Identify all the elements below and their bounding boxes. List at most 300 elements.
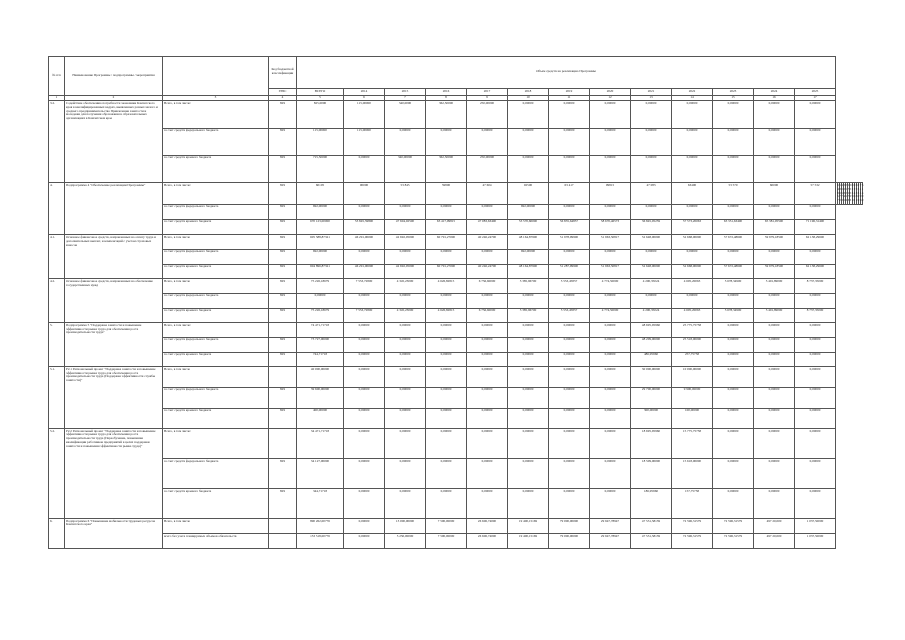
amount-cell: 71 196,31400: [795, 219, 836, 234]
amount-cell: 0,00000: [426, 367, 467, 388]
amount-cell: 71 196: [859, 182, 862, 203]
amount-cell: 115,00000: [344, 128, 385, 155]
grbs-code: [269, 323, 297, 338]
amount-cell: 75 226,18679: [297, 308, 344, 323]
funding-source: за счет средств федерального бюджета: [163, 387, 269, 408]
header-year: 2023: [713, 88, 754, 95]
amount-cell: 0,00000: [631, 204, 672, 219]
column-number: 12: [590, 95, 631, 101]
amount-cell: 47 083,63400: [467, 219, 508, 234]
amount-cell: 40 246,24700: [467, 235, 508, 250]
amount-cell: 60105: [297, 183, 344, 204]
amount-cell: 0,00000: [590, 204, 631, 219]
column-number: 5: [297, 95, 344, 101]
amount-cell: 57 532: [795, 183, 836, 204]
row-number: 5.1.: [49, 367, 65, 429]
amount-cell: 362,50000: [426, 156, 467, 183]
amount-cell: 0,00000: [713, 367, 754, 388]
amount-cell: 340,00000: [385, 156, 426, 183]
amount-cell: 29 947,78947: [590, 519, 631, 534]
amount-cell: 250,00000: [467, 101, 508, 128]
amount-cell: 0,00000: [754, 459, 795, 489]
column-number: 2: [65, 95, 163, 101]
amount-cell: 605 588,87321: [297, 235, 344, 250]
amount-cell: 60000: [754, 183, 795, 204]
table-row: [49, 519, 863, 534]
funding-source: за счет средств федерального бюджета: [163, 249, 269, 264]
amount-cell: 0,00000: [754, 352, 795, 367]
amount-cell: 4 774,50000: [590, 279, 631, 294]
header-year: 2016: [426, 88, 467, 95]
amount-cell: 0,00000: [672, 293, 713, 308]
amount-cell: 0,00000: [672, 249, 713, 264]
grbs-code: [269, 367, 297, 388]
amount-cell: 0,00000: [713, 408, 754, 429]
column-number: 4: [269, 95, 297, 101]
amount-cell: 0,00000: [344, 489, 385, 519]
amount-cell: 0,00000: [590, 101, 631, 128]
amount-cell: 0,00000: [549, 128, 590, 155]
amount-cell: 0,00000: [795, 352, 836, 367]
amount-cell: 7 500,00000: [426, 534, 467, 549]
amount-cell: 0,00000: [754, 323, 795, 338]
table-row: [49, 459, 863, 489]
table-row: [49, 235, 863, 250]
amount-cell: 36 845,05259: [631, 219, 672, 234]
budget-sheet: [48, 56, 863, 549]
amount-cell: 18 509,00000: [631, 459, 672, 489]
table-row: [49, 183, 863, 204]
amount-cell: 0,00000: [795, 101, 836, 128]
amount-cell: 57 672,48600: [713, 264, 754, 279]
amount-cell: 0,00000: [549, 156, 590, 183]
row-number: 6.: [49, 519, 65, 549]
amount-cell: 0,00000: [549, 101, 590, 128]
amount-cell: 39 600,00000: [297, 387, 344, 408]
amount-cell: 0,00000: [713, 293, 754, 308]
amount-cell: 0,00000: [467, 293, 508, 308]
amount-cell: 115,00000: [297, 128, 344, 155]
amount-cell: 0,00000: [426, 387, 467, 408]
header-code: Код бюджетной классификации: [269, 57, 297, 89]
amount-cell: 48 209,00000: [631, 337, 672, 352]
grbs-code: 829: [269, 101, 297, 128]
amount-cell: 0,00000: [426, 128, 467, 155]
amount-cell: 0,00000: [590, 459, 631, 489]
amount-cell: 0,00000: [467, 204, 508, 219]
amount-cell: 0,00000: [385, 323, 426, 338]
amount-cell: 4 345,23000: [385, 308, 426, 323]
funding-source: Всего, в том числе:: [163, 429, 269, 459]
column-number: 16: [754, 95, 795, 101]
table-row: [49, 337, 863, 352]
amount-cell: 0,00000: [672, 156, 713, 183]
grbs-code: 829: [269, 308, 297, 323]
amount-cell: 0,00000: [467, 387, 508, 408]
amount-cell: 0,00000: [344, 249, 385, 264]
grbs-code: 829: [269, 128, 297, 155]
row-number: 5.2.: [49, 429, 65, 519]
amount-cell: 0,00000: [754, 101, 795, 128]
amount-cell: 0,00000: [508, 367, 549, 388]
amount-cell: 62 138,29600: [795, 264, 836, 279]
funding-source: за счет средств федерального бюджета: [163, 459, 269, 489]
row-name: Р2.2 Региональный проект "Поддержка занятости и повышение эффективности рынка труда для обеспечения роста производительности труда (Переобучение, повышение квалификации работников предприятий в целях поддержки занятости и повышения эффективности рынка труда)": [65, 429, 163, 519]
amount-cell: 0,00000: [590, 387, 631, 408]
amount-cell: 57 573,20063: [672, 219, 713, 234]
amount-cell: 0,00000: [754, 128, 795, 155]
amount-cell: 0,00000: [467, 128, 508, 155]
budget-table: [48, 56, 863, 549]
amount-cell: 5 553,45857: [549, 279, 590, 294]
amount-cell: 0,00000: [590, 408, 631, 429]
amount-cell: 0,00000: [385, 204, 426, 219]
amount-cell: 47 083: [631, 183, 672, 204]
amount-cell: 0,00000: [467, 337, 508, 352]
grbs-code: 829: [269, 293, 297, 308]
amount-cell: 0,00000: [549, 387, 590, 408]
table-row: [49, 279, 863, 294]
table-row: [49, 219, 863, 234]
amount-cell: 0,00000: [344, 534, 385, 549]
amount-cell: 0,00000: [713, 352, 754, 367]
column-number: 1: [49, 95, 65, 101]
amount-cell: 36 845: [843, 182, 845, 203]
grbs-code: 829: [269, 183, 297, 204]
amount-cell: 0,00000: [795, 387, 836, 408]
amount-cell: 63 351,63400: [713, 219, 754, 234]
amount-cell: 34 471,71718: [297, 429, 344, 459]
amount-cell: 02500: [508, 183, 549, 204]
amount-cell: 47 531,58139: [631, 519, 672, 534]
amount-cell: 0,00000: [795, 293, 836, 308]
amount-cell: 0,00000: [631, 101, 672, 128]
amount-cell: 4 200,35024: [631, 308, 672, 323]
amount-cell: 65 381: [855, 182, 858, 203]
amount-cell: 0,00000: [467, 408, 508, 429]
column-number: 14: [672, 95, 713, 101]
amount-cell: 186,95960: [631, 489, 672, 519]
amount-cell: 63400: [672, 183, 713, 204]
amount-cell: 8 737,35000: [795, 308, 836, 323]
row-number: 4.2.: [49, 279, 65, 323]
amount-cell: 0,00000: [713, 429, 754, 459]
amount-cell: 0,00000: [795, 408, 836, 429]
amount-cell: 51 287,99900: [549, 264, 590, 279]
amount-cell: 6 756,60000: [467, 308, 508, 323]
amount-cell: 57 672,48600: [713, 235, 754, 250]
column-number: 8: [426, 95, 467, 101]
amount-cell: 0,00000: [508, 429, 549, 459]
amount-cell: 0,00000: [385, 408, 426, 429]
funding-source: Всего, в том числе:: [163, 323, 269, 338]
funding-source: за счет средств федерального бюджета: [163, 204, 269, 219]
amount-cell: 0,00000: [754, 204, 795, 219]
table-row: [49, 534, 863, 549]
amount-cell: 63 417,09815: [426, 219, 467, 234]
funding-source: за счет средств краевого бюджета: [163, 352, 269, 367]
funding-source: за счет средств краевого бюджета: [163, 308, 269, 323]
amount-cell: 497 20,000: [754, 519, 795, 534]
amount-cell: 497 20,000: [754, 534, 795, 549]
funding-source: за счет средств федерального бюджета: [163, 293, 269, 308]
amount-cell: 257,75758: [672, 352, 713, 367]
header-volume: Объем средств на реализацию Программы: [297, 57, 836, 89]
table-row: [49, 156, 863, 183]
amount-cell: 10 000,00000: [672, 367, 713, 388]
amount-cell: 0,00000: [344, 387, 385, 408]
amount-cell: 51 963,50817: [590, 264, 631, 279]
amount-cell: 30 000,00000: [631, 367, 672, 388]
column-number: 7: [385, 95, 426, 101]
amount-cell: 0,00000: [426, 204, 467, 219]
amount-cell: 05500: [857, 182, 860, 203]
amount-cell: 0,00000: [508, 128, 549, 155]
amount-cell: 0,00000: [713, 101, 754, 128]
amount-cell: 0,00000: [344, 293, 385, 308]
amount-cell: 0,00000: [590, 429, 631, 459]
amount-cell: 42 692,05000: [385, 264, 426, 279]
table-row: [49, 308, 863, 323]
amount-cell: 31400: [861, 182, 864, 203]
amount-cell: 0,00000: [385, 367, 426, 388]
amount-cell: 0,00000: [467, 489, 508, 519]
amount-cell: 0,00000: [795, 429, 836, 459]
amount-cell: 0,00000: [385, 337, 426, 352]
funding-source: за счет средств краевого бюджета: [163, 408, 269, 429]
amount-cell: 5 678,34900: [713, 279, 754, 294]
amount-cell: 0,00000: [549, 352, 590, 367]
amount-cell: 0,00000: [795, 337, 836, 352]
amount-cell: 6 756,60000: [467, 279, 508, 294]
funding-source: Всего, в том числе:: [163, 183, 269, 204]
amount-cell: 46573: [841, 182, 843, 203]
amount-cell: 692,00000: [508, 204, 549, 219]
amount-cell: 604 896,87321: [297, 264, 344, 279]
amount-cell: 0,00000: [713, 337, 754, 352]
amount-cell: 52 668,00000: [672, 264, 713, 279]
amount-cell: 0,00000: [385, 352, 426, 367]
amount-cell: 0,00000: [385, 459, 426, 489]
amount-cell: 4 605,20063: [672, 279, 713, 294]
row-name: Основное финансовое средств, направленных на обеспечение государственных нужд: [65, 279, 163, 323]
header-year: 2022: [672, 88, 713, 95]
amount-cell: 5 401,89000: [754, 279, 795, 294]
funding-source: за счет средств федерального бюджета: [163, 337, 269, 352]
amount-cell: 486,95960: [631, 352, 672, 367]
header-year: 2014: [344, 88, 385, 95]
amount-cell: 0,00000: [297, 293, 344, 308]
row-name: Содействие обеспечению потребности экономики Камчатского края в квалифицированных кадрах, выявленных разных малого и среднего предпринимательства Привлечение занятости и молодежи для получения образования в образовательных организациях в Камчатском крае: [65, 101, 163, 183]
amount-cell: 4 626,82815: [426, 308, 467, 323]
amount-cell: 5 385,96700: [508, 279, 549, 294]
amount-cell: 0,00000: [385, 293, 426, 308]
table-row: [49, 101, 863, 128]
amount-cell: 0,00000: [426, 323, 467, 338]
header-year: 2019: [549, 88, 590, 95]
amount-cell: 0,00000: [795, 128, 836, 155]
amount-cell: 0,00000: [754, 429, 795, 459]
amount-cell: 63400: [853, 182, 856, 203]
amount-cell: 7 500,00000: [426, 519, 467, 534]
amount-cell: 744,71718: [297, 352, 344, 367]
table-row: [49, 352, 863, 367]
amount-cell: 29 700,00000: [631, 387, 672, 408]
amount-cell: 0,00000: [590, 156, 631, 183]
amount-cell: 4 345,23000: [385, 279, 426, 294]
funding-source: Всего, в том числе: [163, 519, 269, 534]
amount-cell: 56 835,64857: [549, 219, 590, 234]
amount-cell: 0,00000: [590, 128, 631, 155]
grbs-code: 829: [269, 219, 297, 234]
amount-cell: 0,00000: [467, 323, 508, 338]
amount-cell: 0,00000: [426, 249, 467, 264]
column-number: 9: [467, 95, 508, 101]
funding-source: за счет средств краевого бюджета: [163, 264, 269, 279]
amount-cell: 0,00000: [754, 293, 795, 308]
table-row: [49, 489, 863, 519]
amount-cell: 63 417: [549, 183, 590, 204]
row-number: 4.1.: [49, 235, 65, 279]
amount-cell: 0,00000: [713, 156, 754, 183]
amount-cell: 825,0000: [297, 101, 344, 128]
amount-cell: 0,00000: [508, 489, 549, 519]
amount-cell: 7 553,72800: [344, 279, 385, 294]
amount-cell: 05259: [845, 182, 847, 203]
amount-cell: 0,00000: [549, 408, 590, 429]
amount-cell: 0,00000: [795, 489, 836, 519]
amount-cell: 0,00000: [385, 249, 426, 264]
amount-cell: 0,00000: [385, 429, 426, 459]
amount-cell: 63 351: [851, 182, 854, 203]
amount-cell: 5 385,96700: [508, 308, 549, 323]
amount-cell: 51 978,99900: [549, 235, 590, 250]
amount-cell: 79 000,00000: [549, 534, 590, 549]
row-name: Подпрограмма 4 "Обеспечение реализации Программы": [65, 183, 163, 235]
amount-cell: 13 000,00000: [385, 519, 426, 534]
amount-cell: 0,00000: [508, 337, 549, 352]
amount-cell: 29 947,78947: [590, 534, 631, 549]
amount-cell: 0,00000: [344, 519, 385, 534]
table-row: [49, 323, 863, 338]
amount-cell: 59 979,18500: [754, 264, 795, 279]
amount-cell: 47 604,02500: [385, 219, 426, 234]
amount-cell: 0,00000: [344, 429, 385, 459]
header-year: 2015: [385, 88, 426, 95]
grbs-code: [269, 534, 297, 549]
funding-source: Всего, в том числе:: [163, 101, 269, 128]
grbs-code: 829: [269, 387, 297, 408]
amount-cell: 0,00000: [713, 459, 754, 489]
column-number: 15: [713, 95, 754, 101]
amount-cell: 73 727,00000: [297, 337, 344, 352]
amount-cell: 72 596,31579: [713, 519, 754, 534]
amount-cell: 58 670,46573: [590, 219, 631, 234]
amount-cell: 1 037,50000: [795, 534, 836, 549]
amount-cell: 0,00000: [385, 489, 426, 519]
table-row: [49, 204, 863, 219]
amount-cell: 52 648,00000: [631, 235, 672, 250]
amount-cell: 0,00000: [549, 367, 590, 388]
header-num: № п/п: [49, 57, 65, 96]
amount-cell: 400,00000: [297, 408, 344, 429]
amount-cell: 0,00000: [631, 293, 672, 308]
amount-cell: 25 775,75758: [672, 323, 713, 338]
grbs-code: [269, 519, 297, 534]
grbs-code: 829: [269, 204, 297, 219]
row-name: Р2.1 Региональный проект "Поддержка занятости и повышение эффективности рынка труда для обеспечения роста производительности труда (Поддержка эффективности службы занятости)": [65, 367, 163, 429]
row-name: Основное финансовое средств, направленных на оплату труда и дополнительных выплат, и компенсаций с учетом страховых взносов: [65, 235, 163, 279]
grbs-code: [269, 429, 297, 459]
amount-cell: 0,00000: [672, 101, 713, 128]
amount-cell: 46 291,00000: [344, 235, 385, 250]
amount-cell: 0,00000: [549, 249, 590, 264]
amount-cell: 0,00000: [508, 101, 549, 128]
amount-cell: 157,75758: [672, 489, 713, 519]
amount-cell: 46 291,00000: [344, 264, 385, 279]
amount-cell: 0,00000: [426, 429, 467, 459]
amount-cell: 60 791,27000: [426, 235, 467, 250]
amount-cell: 26 606,74000: [467, 534, 508, 549]
column-number: 6: [344, 95, 385, 101]
amount-cell: 0,00000: [426, 459, 467, 489]
amount-cell: 0,00000: [795, 249, 836, 264]
amount-cell: 00000: [344, 183, 385, 204]
amount-cell: 0,00000: [549, 293, 590, 308]
amount-cell: 0,00000: [713, 323, 754, 338]
grbs-code: 829: [269, 156, 297, 183]
amount-cell: 0,00000: [467, 459, 508, 489]
amount-cell: 0,00000: [344, 408, 385, 429]
amount-cell: 15 775,75758: [672, 429, 713, 459]
amount-cell: 19 400,15169: [508, 519, 549, 534]
table-row: [49, 128, 863, 155]
amount-cell: 0,00000: [467, 367, 508, 388]
amount-cell: 115,00000: [344, 101, 385, 128]
amount-cell: 34 127,00000: [297, 459, 344, 489]
amount-cell: 0,00000: [508, 387, 549, 408]
amount-cell: 51 963,50817: [590, 235, 631, 250]
amount-cell: 52 668,00000: [672, 235, 713, 250]
amount-cell: 715,50000: [297, 156, 344, 183]
amount-cell: 0,00000: [795, 367, 836, 388]
amount-cell: 0,00000: [344, 459, 385, 489]
funding-source: Всего, в том числе: [163, 279, 269, 294]
amount-cell: 0,00000: [795, 323, 836, 338]
row-number: 5.: [49, 323, 65, 367]
amount-cell: 7 553,72800: [344, 308, 385, 323]
amount-cell: 48 164,87900: [508, 235, 549, 250]
header-grbs: ГРБС: [269, 88, 297, 95]
header-year: 2018: [508, 88, 549, 95]
amount-cell: 670 123,00000: [297, 219, 344, 234]
row-number: 4.: [49, 183, 65, 235]
amount-cell: 0,00000: [549, 429, 590, 459]
amount-cell: 0,00000: [549, 323, 590, 338]
amount-cell: 1 037,50000: [795, 519, 836, 534]
amount-cell: 100,00000: [672, 408, 713, 429]
amount-cell: 0,00000: [344, 337, 385, 352]
amount-cell: 65 381,05500: [754, 219, 795, 234]
amount-cell: 0,00000: [426, 293, 467, 308]
amount-cell: 48 164,87900: [508, 264, 549, 279]
grbs-code: 829: [269, 408, 297, 429]
row-name: Подпрограмма 6 "Повышение мобильности трудовых ресурсов Камчатского края": [65, 519, 163, 549]
header-year: 2021: [631, 88, 672, 95]
amount-cell: 0,00000: [426, 337, 467, 352]
amount-cell: 5 678,34900: [713, 308, 754, 323]
amount-cell: 0,00000: [590, 293, 631, 308]
